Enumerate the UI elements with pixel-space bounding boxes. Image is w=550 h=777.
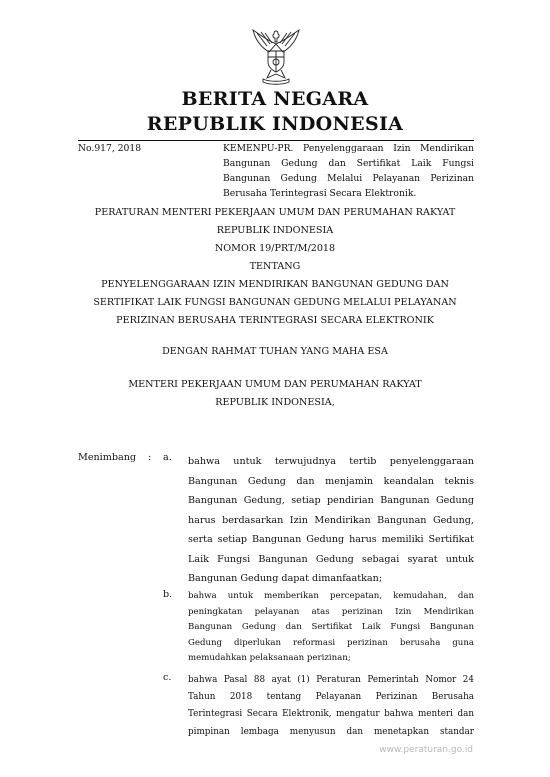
- regulation-about: TENTANG: [249, 261, 301, 272]
- considering-item-c: [188, 672, 474, 741]
- item-line: Bangunan Gedung dan menjamin keandalan teknis: [188, 475, 474, 487]
- gazette-title-line2: REPUBLIK INDONESIA: [146, 113, 404, 135]
- summary-line: Berusaha Terintegrasi Secara Elektronik.: [223, 188, 417, 199]
- item-line: bahwa Pasal 88 ayat (1) Peraturan Pemerintah Nomor 24: [188, 675, 474, 685]
- item-line: serta setiap Bangunan Gedung harus memiliki Sertifikat: [188, 534, 474, 545]
- considering-item-b: [188, 589, 474, 667]
- item-line: bahwa untuk terwujudnya tertib penyelenggaraan: [188, 456, 474, 467]
- summary-line: Bangunan Gedung dan Sertifikat Laik Fungsi: [223, 158, 474, 169]
- regulation-line: PERATURAN MENTERI PEKERJAAN UMUM DAN PERUMAHAN RAKYAT: [94, 207, 456, 218]
- blessing-line: DENGAN RAHMAT TUHAN YANG MAHA ESA: [162, 346, 388, 357]
- item-line: peningkatan pelayanan atas perizinan Izin Mendirikan: [188, 606, 474, 617]
- considering-label: Menimbang: [78, 452, 137, 463]
- regulation-subject-line: SERTIFIKAT LAIK FUNGSI BANGUNAN GEDUNG MELALUI PELAYANAN: [93, 297, 457, 308]
- item-letter: c.: [163, 672, 172, 683]
- minister-line: MENTERI PEKERJAAN UMUM DAN PERUMAHAN RAKYAT: [128, 379, 422, 390]
- gazette-number: No.917, 2018: [78, 143, 142, 154]
- item-line: Bangunan Gedung dapat dimanfaatkan;: [188, 573, 383, 584]
- considering-colon: :: [148, 452, 152, 463]
- summary-line: KEMENPU-PR. Penyelenggaraan Izin Mendirikan: [223, 143, 474, 154]
- garuda-emblem-icon: [245, 24, 307, 86]
- site-watermark: www.peraturan.go.id: [379, 745, 473, 755]
- regulation-subject-line: PENYELENGGARAAN IZIN MENDIRIKAN BANGUNAN GEDUNG DAN: [101, 279, 449, 290]
- item-line: pimpinan lembaga menyusun dan menetapkan standar: [188, 726, 474, 737]
- item-line: Bangunan Gedung, setiap pendirian Bangunan Gedung: [188, 495, 474, 506]
- item-line: Laik Fungsi Bangunan Gedung sebagai syarat untuk: [188, 553, 474, 565]
- gazette-summary: [223, 141, 474, 201]
- item-line: Terintegrasi Secara Elektronik, mengatur bahwa menteri dan: [188, 709, 474, 720]
- item-letter: b.: [163, 589, 173, 600]
- gazette-title-line1: BERITA NEGARA: [181, 88, 369, 110]
- considering-item-a: [188, 452, 474, 589]
- regulation-line: REPUBLIK INDONESIA: [216, 225, 334, 236]
- minister-line: REPUBLIK INDONESIA,: [215, 397, 335, 408]
- regulation-number: NOMOR 19/PRT/M/2018: [214, 243, 336, 254]
- regulation-subject-line: PERIZINAN BERUSAHA TERINTEGRASI SECARA ELEKTRONIK: [116, 315, 434, 326]
- item-line: harus berdasarkan Izin Mendirikan Bangunan Gedung,: [188, 514, 474, 526]
- item-line: bahwa untuk memberikan percepatan, kemudahan, dan: [188, 591, 474, 601]
- item-line: Gedung diperlukan reformasi perizinan berusaha guna: [188, 637, 474, 648]
- item-line: Tahun 2018 tentang Pelayanan Perizinan Berusaha: [188, 692, 474, 703]
- summary-line: Bangunan Gedung Melalui Pelayanan Perizinan: [223, 173, 474, 184]
- item-letter: a.: [163, 452, 172, 463]
- item-line: memudahkan pelaksanaan perizinan;: [188, 653, 351, 664]
- item-line: Bangunan Gedung dan Sertifikat Laik Fungsi Bangunan: [188, 622, 474, 633]
